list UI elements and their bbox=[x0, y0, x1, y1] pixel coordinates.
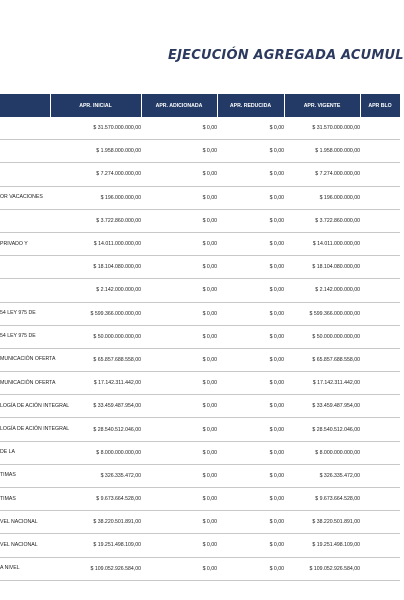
row-description: MUNICACIÓN OFERTA bbox=[0, 372, 50, 395]
table-row bbox=[0, 395, 400, 418]
apr-vigente-cell: $ 7.274.000.000,00 bbox=[284, 163, 360, 186]
apr-bloqueada-cell bbox=[360, 372, 400, 395]
apr-bloqueada-cell bbox=[360, 117, 400, 140]
apr-vigente-cell: $ 18.104.080.000,00 bbox=[284, 256, 360, 279]
apr-vigente-cell: $ 65.857.688.558,00 bbox=[284, 348, 360, 371]
apr-vigente-cell: $ 1.958.000.000,00 bbox=[284, 140, 360, 163]
apr-inicial-cell: $ 8.000.000.000,00 bbox=[50, 441, 141, 464]
apr-inicial-cell: $ 38.220.501.891,00 bbox=[50, 511, 141, 534]
row-description: OR VACACIONES bbox=[0, 186, 50, 209]
apr-inicial-cell: $ 28.540.512.046,00 bbox=[50, 418, 141, 441]
apr-vigente-cell: $ 17.142.311.442,00 bbox=[284, 372, 360, 395]
apr-bloqueada-cell bbox=[360, 279, 400, 302]
table-row bbox=[0, 488, 400, 511]
apr-reducida-cell: $ 0,00 bbox=[217, 117, 284, 140]
row-description: MUNICACIÓN OFERTA bbox=[0, 348, 50, 371]
table-row bbox=[0, 348, 400, 371]
apr-bloqueada-cell bbox=[360, 140, 400, 163]
execution-table bbox=[0, 94, 401, 581]
apr-vigente-cell: $ 19.251.498.109,00 bbox=[284, 534, 360, 557]
row-description bbox=[0, 209, 50, 232]
apr-reducida-cell: $ 0,00 bbox=[217, 534, 284, 557]
apr-vigente-cell: $ 599.366.000.000,00 bbox=[284, 302, 360, 325]
apr-adicionada-cell: $ 0,00 bbox=[141, 325, 217, 348]
row-description bbox=[0, 279, 50, 302]
apr-vigente-cell: $ 109.052.926.584,00 bbox=[284, 557, 360, 580]
apr-bloqueada-cell bbox=[360, 348, 400, 371]
apr-bloqueada-cell bbox=[360, 163, 400, 186]
row-description: 54 LEY 975 DE bbox=[0, 302, 50, 325]
apr-reducida-cell: $ 0,00 bbox=[217, 395, 284, 418]
apr-reducida-cell: $ 0,00 bbox=[217, 511, 284, 534]
apr-vigente-cell: $ 3.722.860.000,00 bbox=[284, 209, 360, 232]
row-description bbox=[0, 256, 50, 279]
apr-reducida-cell: $ 0,00 bbox=[217, 232, 284, 255]
row-description: TIMAS bbox=[0, 488, 50, 511]
table-row bbox=[0, 140, 400, 163]
apr-vigente-cell: $ 9.673.664.528,00 bbox=[284, 488, 360, 511]
apr-adicionada-cell: $ 0,00 bbox=[141, 117, 217, 140]
apr-reducida-cell: $ 0,00 bbox=[217, 209, 284, 232]
apr-inicial-cell: $ 19.251.498.109,00 bbox=[50, 534, 141, 557]
apr-adicionada-cell: $ 0,00 bbox=[141, 534, 217, 557]
apr-bloqueada-cell bbox=[360, 325, 400, 348]
apr-adicionada-cell: $ 0,00 bbox=[141, 557, 217, 580]
apr-bloqueada-cell bbox=[360, 441, 400, 464]
apr-bloqueada-cell bbox=[360, 395, 400, 418]
apr-bloqueada-cell bbox=[360, 488, 400, 511]
apr-adicionada-cell: $ 0,00 bbox=[141, 511, 217, 534]
apr-inicial-cell: $ 31.570.000.000,00 bbox=[50, 117, 141, 140]
apr-inicial-cell: $ 2.142.000.000,00 bbox=[50, 279, 141, 302]
apr-reducida-cell: $ 0,00 bbox=[217, 325, 284, 348]
apr-inicial-cell: $ 109.052.926.584,00 bbox=[50, 557, 141, 580]
apr-reducida-cell: $ 0,00 bbox=[217, 372, 284, 395]
apr-adicionada-cell: $ 0,00 bbox=[141, 488, 217, 511]
table-row bbox=[0, 117, 400, 140]
apr-inicial-cell: $ 3.722.860.000,00 bbox=[50, 209, 141, 232]
table-row bbox=[0, 372, 400, 395]
row-description: LOGÍA DE ACIÓN INTEGRAL bbox=[0, 418, 50, 441]
row-description: PRIVADO Y bbox=[0, 232, 50, 255]
table-row bbox=[0, 511, 400, 534]
apr-inicial-cell: $ 50.000.000.000,00 bbox=[50, 325, 141, 348]
col-header-apr-inicial: APR. INICIAL bbox=[50, 94, 141, 117]
apr-reducida-cell: $ 0,00 bbox=[217, 279, 284, 302]
apr-bloqueada-cell bbox=[360, 534, 400, 557]
row-description: TIMAS bbox=[0, 464, 50, 487]
apr-adicionada-cell: $ 0,00 bbox=[141, 209, 217, 232]
apr-adicionada-cell: $ 0,00 bbox=[141, 348, 217, 371]
apr-inicial-cell: $ 65.857.688.558,00 bbox=[50, 348, 141, 371]
apr-bloqueada-cell bbox=[360, 302, 400, 325]
table-row bbox=[0, 279, 400, 302]
apr-reducida-cell: $ 0,00 bbox=[217, 557, 284, 580]
table-row bbox=[0, 256, 400, 279]
apr-adicionada-cell: $ 0,00 bbox=[141, 186, 217, 209]
apr-adicionada-cell: $ 0,00 bbox=[141, 418, 217, 441]
row-description: 54 LEY 975 DE bbox=[0, 325, 50, 348]
col-header-apr-vigente: APR. VIGENTE bbox=[284, 94, 360, 117]
page-title: EJECUCIÓN AGREGADA ACUMUL bbox=[168, 48, 404, 63]
row-description: LOGÍA DE ACIÓN INTEGRAL bbox=[0, 395, 50, 418]
row-description: VEL NACIONAL bbox=[0, 534, 50, 557]
row-description bbox=[0, 163, 50, 186]
row-description: DE LA bbox=[0, 441, 50, 464]
table-row bbox=[0, 534, 400, 557]
table-row bbox=[0, 186, 400, 209]
row-description: A NIVEL bbox=[0, 557, 50, 580]
apr-bloqueada-cell bbox=[360, 511, 400, 534]
apr-inicial-cell: $ 33.459.487.954,00 bbox=[50, 395, 141, 418]
apr-bloqueada-cell bbox=[360, 557, 400, 580]
apr-vigente-cell: $ 28.540.512.046,00 bbox=[284, 418, 360, 441]
apr-adicionada-cell: $ 0,00 bbox=[141, 163, 217, 186]
apr-reducida-cell: $ 0,00 bbox=[217, 140, 284, 163]
table-header-row bbox=[0, 94, 400, 117]
table-row bbox=[0, 232, 400, 255]
apr-inicial-cell: $ 599.366.000.000,00 bbox=[50, 302, 141, 325]
apr-adicionada-cell: $ 0,00 bbox=[141, 279, 217, 302]
apr-bloqueada-cell bbox=[360, 464, 400, 487]
apr-inicial-cell: $ 18.104.080.000,00 bbox=[50, 256, 141, 279]
row-description bbox=[0, 117, 50, 140]
row-description bbox=[0, 140, 50, 163]
table-row bbox=[0, 325, 400, 348]
apr-adicionada-cell: $ 0,00 bbox=[141, 464, 217, 487]
apr-vigente-cell: $ 2.142.000.000,00 bbox=[284, 279, 360, 302]
table-row bbox=[0, 418, 400, 441]
apr-reducida-cell: $ 0,00 bbox=[217, 163, 284, 186]
col-header-apr-adicionada: APR. ADICIONADA bbox=[141, 94, 217, 117]
apr-vigente-cell: $ 326.335.472,00 bbox=[284, 464, 360, 487]
apr-vigente-cell: $ 14.011.000.000,00 bbox=[284, 232, 360, 255]
apr-inicial-cell: $ 9.673.664.528,00 bbox=[50, 488, 141, 511]
apr-reducida-cell: $ 0,00 bbox=[217, 186, 284, 209]
apr-adicionada-cell: $ 0,00 bbox=[141, 372, 217, 395]
apr-bloqueada-cell bbox=[360, 232, 400, 255]
apr-inicial-cell: $ 1.958.000.000,00 bbox=[50, 140, 141, 163]
apr-adicionada-cell: $ 0,00 bbox=[141, 395, 217, 418]
apr-bloqueada-cell bbox=[360, 186, 400, 209]
col-header-apr-bloqueada: APR BLO bbox=[360, 94, 400, 117]
apr-inicial-cell: $ 17.142.311.442,00 bbox=[50, 372, 141, 395]
apr-inicial-cell: $ 14.011.000.000,00 bbox=[50, 232, 141, 255]
apr-vigente-cell: $ 38.220.501.891,00 bbox=[284, 511, 360, 534]
apr-adicionada-cell: $ 0,00 bbox=[141, 232, 217, 255]
apr-inicial-cell: $ 7.274.000.000,00 bbox=[50, 163, 141, 186]
apr-reducida-cell: $ 0,00 bbox=[217, 348, 284, 371]
table-row bbox=[0, 302, 400, 325]
apr-reducida-cell: $ 0,00 bbox=[217, 488, 284, 511]
table-row bbox=[0, 163, 400, 186]
apr-reducida-cell: $ 0,00 bbox=[217, 302, 284, 325]
apr-reducida-cell: $ 0,00 bbox=[217, 418, 284, 441]
apr-bloqueada-cell bbox=[360, 209, 400, 232]
apr-vigente-cell: $ 33.459.487.954,00 bbox=[284, 395, 360, 418]
apr-vigente-cell: $ 31.570.000.000,00 bbox=[284, 117, 360, 140]
table-row bbox=[0, 441, 400, 464]
col-header-apr-reducida: APR. REDUCIDA bbox=[217, 94, 284, 117]
apr-adicionada-cell: $ 0,00 bbox=[141, 256, 217, 279]
apr-reducida-cell: $ 0,00 bbox=[217, 441, 284, 464]
apr-adicionada-cell: $ 0,00 bbox=[141, 441, 217, 464]
apr-vigente-cell: $ 50.000.000.000,00 bbox=[284, 325, 360, 348]
apr-inicial-cell: $ 196.000.000,00 bbox=[50, 186, 141, 209]
table-row bbox=[0, 557, 400, 580]
apr-bloqueada-cell bbox=[360, 256, 400, 279]
apr-bloqueada-cell bbox=[360, 418, 400, 441]
apr-reducida-cell: $ 0,00 bbox=[217, 464, 284, 487]
table-row bbox=[0, 464, 400, 487]
row-description: VEL NACIONAL bbox=[0, 511, 50, 534]
col-header-description bbox=[0, 94, 50, 117]
apr-adicionada-cell: $ 0,00 bbox=[141, 302, 217, 325]
apr-inicial-cell: $ 326.335.472,00 bbox=[50, 464, 141, 487]
apr-vigente-cell: $ 196.000.000,00 bbox=[284, 186, 360, 209]
table-row bbox=[0, 209, 400, 232]
apr-adicionada-cell: $ 0,00 bbox=[141, 140, 217, 163]
apr-vigente-cell: $ 8.000.000.000,00 bbox=[284, 441, 360, 464]
apr-reducida-cell: $ 0,00 bbox=[217, 256, 284, 279]
